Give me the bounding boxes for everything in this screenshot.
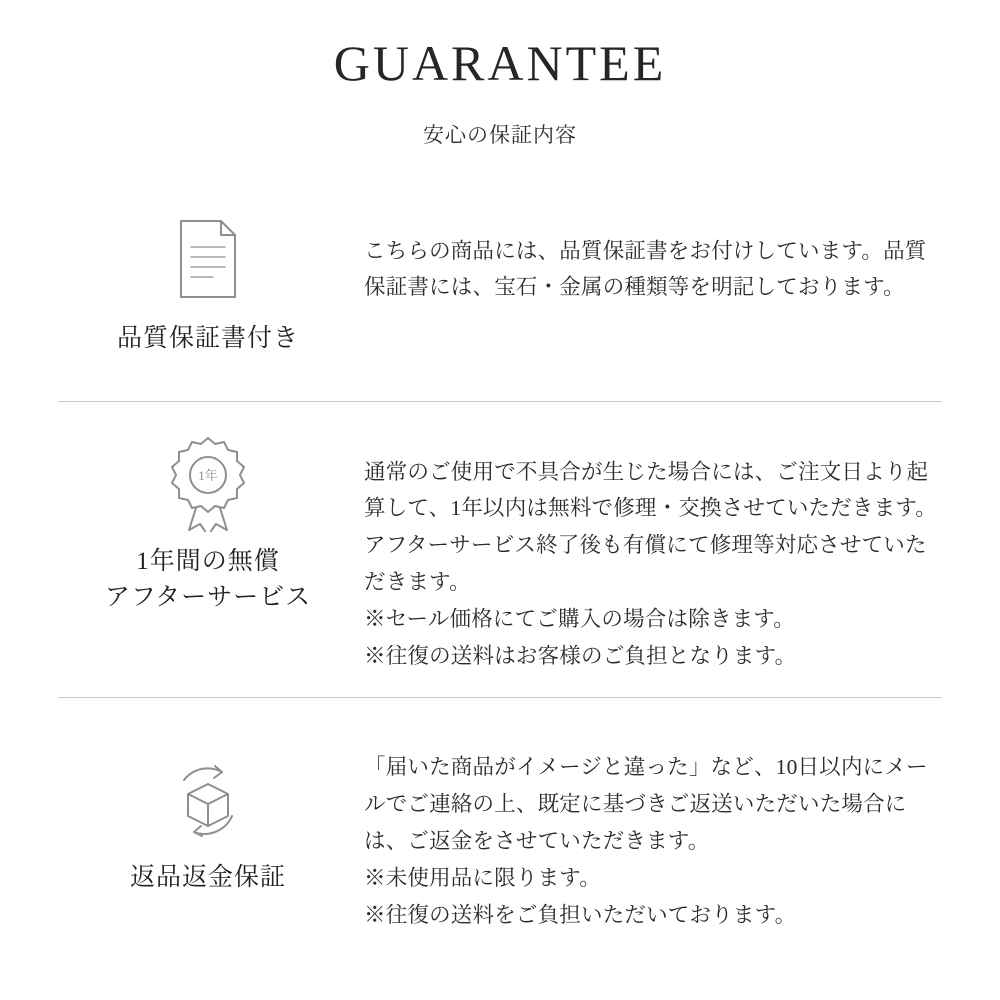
page-subtitle: 安心の保証内容 [423,123,577,147]
section-icon-and-label [58,205,358,357]
section-label: 返品返金保証 [129,863,286,891]
guarantee-sections [0,205,1000,956]
section-label: 品質保証書付き [116,325,299,352]
section-body: 通常のご使用で不具合が生じた場合には、ご注文日より起算して、1年以内は無料で修理・交換させていただきます。アフターサービス終了後も有償にて修理等対応させていただきます。 ※セール価格にてご購入の場合は除きます。 ※往復の送料はお客様のご負担となります。 [364,459,938,669]
section-icon-and-label [58,698,358,896]
guarantee-section-return-refund [58,698,942,956]
section-label: 1年間の無償 アフターサービス [104,548,312,611]
page-header [0,0,1000,149]
certificate-document-icon [165,211,251,307]
section-body: こちらの商品には、品質保証書をお付けしています。品質保証書には、宝石・金属の種類等を明記しております。 [364,238,927,300]
guarantee-section-quality-certificate [58,205,942,401]
ribbon-label: 1年 [198,468,218,483]
page-title: GUARANTEE [333,35,667,91]
award-ribbon-1year-icon [158,434,258,530]
return-box-arrows-icon [160,750,256,846]
guarantee-section-one-year-service [58,402,942,697]
section-icon-and-label [58,402,358,615]
section-body: 「届いた商品がイメージと違った」など、10日以内にメールでご連絡の上、既定に基づきご返送いただいた場合には、ご返金をさせていただきます。 ※未使用品に限ります。 ※往復の送料をご負担いただいております。 [364,755,928,928]
